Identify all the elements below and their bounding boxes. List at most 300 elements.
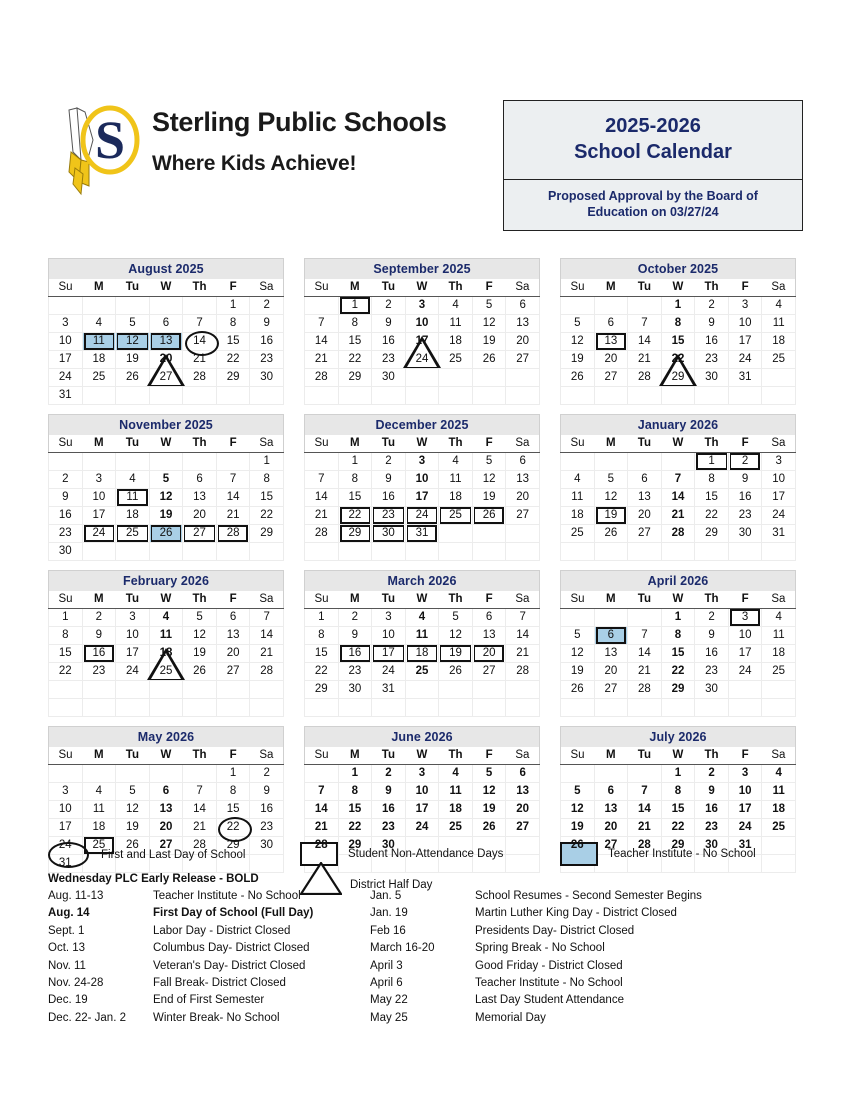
day-cell-10: [82, 489, 116, 507]
event-description: Labor Day - District Closed: [153, 924, 291, 937]
day-cell-25: [439, 819, 473, 837]
weekday-header-m: M: [82, 279, 116, 297]
day-cell-18: [439, 489, 473, 507]
day-number: 12: [604, 491, 618, 503]
week-row: [49, 453, 284, 471]
day-cell-25: [762, 351, 796, 369]
day-number: 22: [314, 665, 328, 677]
day-number: 5: [574, 317, 581, 329]
day-cell-empty: [305, 765, 339, 783]
day-number: 9: [263, 785, 270, 797]
day-number: 23: [260, 353, 274, 365]
week-row: [561, 627, 796, 645]
day-cell-3: [728, 297, 762, 315]
day-number: 30: [705, 839, 718, 851]
day-number: 30: [260, 371, 274, 383]
day-cell-12: [561, 801, 595, 819]
weekday-header-tu: Tu: [628, 747, 662, 765]
weekday-header-tu: Tu: [116, 435, 150, 453]
day-number: 19: [570, 821, 584, 833]
day-cell-5: [116, 315, 150, 333]
day-number: 16: [382, 803, 395, 815]
day-number: 2: [95, 611, 103, 623]
day-cell-25: [405, 663, 439, 681]
event-description: Veteran's Day- District Closed: [153, 959, 306, 972]
day-cell-30: [338, 681, 372, 699]
week-row: [49, 609, 284, 627]
day-cell-11: [405, 627, 439, 645]
day-cell-13: [594, 333, 628, 351]
event-description: Teacher Institute - No School: [153, 890, 301, 902]
day-cell-empty: [762, 681, 796, 699]
day-cell-31: [405, 525, 439, 543]
day-number: 18: [570, 509, 584, 521]
day-cell-9: [49, 489, 83, 507]
day-number: 5: [485, 767, 493, 779]
day-cell-1: [338, 297, 372, 315]
weekday-header-m: M: [594, 591, 628, 609]
day-number: 25: [126, 527, 139, 539]
event-date: Dec. 19: [48, 994, 88, 1007]
day-cell-29: [250, 525, 284, 543]
day-number: 4: [775, 611, 782, 623]
day-cell-empty: [695, 543, 729, 561]
day-cell-empty: [49, 699, 83, 717]
day-cell-11: [82, 801, 116, 819]
weekday-header-sa: Sa: [762, 279, 796, 297]
day-number: 16: [348, 647, 362, 659]
day-cell-empty: [116, 453, 150, 471]
day-cell-9: [338, 627, 372, 645]
weekday-header-sa: Sa: [250, 747, 284, 765]
day-cell-16: [372, 801, 406, 819]
day-cell-empty: [472, 387, 506, 405]
day-cell-18: [762, 645, 796, 663]
day-number: 21: [260, 647, 274, 659]
day-number: 3: [418, 767, 426, 779]
weekday-header-m: M: [82, 591, 116, 609]
day-cell-18: [149, 645, 183, 663]
day-cell-16: [372, 333, 406, 351]
day-number: 20: [516, 335, 530, 347]
day-number: 2: [708, 299, 715, 311]
day-cell-27: [506, 507, 540, 525]
day-number: 17: [738, 803, 752, 815]
week-row: [305, 507, 540, 525]
day-cell-5: [472, 453, 506, 471]
day-number: 12: [126, 335, 139, 347]
day-number: 12: [449, 629, 462, 641]
weekday-header-m: M: [594, 747, 628, 765]
day-cell-29: [338, 837, 372, 855]
day-cell-24: [49, 369, 83, 387]
event-row: [370, 907, 790, 924]
month-grid: [560, 591, 796, 717]
day-cell-empty: [728, 699, 762, 717]
day-number: 10: [772, 473, 786, 485]
day-number: 15: [671, 335, 685, 347]
weekday-header-w: W: [149, 591, 183, 609]
day-cell-8: [338, 783, 372, 801]
weekday-header-th: Th: [695, 591, 729, 609]
day-number: 18: [449, 803, 462, 815]
day-cell-17: [49, 819, 83, 837]
day-cell-31: [49, 387, 83, 405]
day-cell-2: [82, 609, 116, 627]
day-number: 21: [193, 353, 206, 365]
weekday-header-tu: Tu: [628, 435, 662, 453]
day-number: 22: [348, 821, 362, 833]
day-cell-empty: [762, 369, 796, 387]
day-cell-22: [216, 351, 250, 369]
day-cell-7: [305, 315, 339, 333]
week-row: [305, 297, 540, 315]
day-cell-21: [183, 819, 217, 837]
day-cell-14: [305, 801, 339, 819]
day-cell-29: [338, 369, 372, 387]
day-cell-2: [338, 609, 372, 627]
day-cell-28: [183, 369, 217, 387]
day-cell-10: [49, 801, 83, 819]
day-number: 28: [193, 371, 206, 383]
day-number: 8: [318, 629, 325, 641]
day-cell-empty: [405, 699, 439, 717]
weekday-header-tu: Tu: [116, 591, 150, 609]
day-number: 21: [226, 509, 240, 521]
day-cell-28: [506, 663, 540, 681]
day-number: 15: [226, 335, 240, 347]
day-cell-27: [183, 525, 217, 543]
week-row: [561, 609, 796, 627]
day-cell-empty: [49, 765, 83, 783]
day-cell-empty: [216, 453, 250, 471]
day-cell-15: [695, 489, 729, 507]
day-cell-23: [338, 663, 372, 681]
day-cell-10: [728, 783, 762, 801]
weekday-header-sa: Sa: [250, 279, 284, 297]
day-cell-empty: [82, 387, 116, 405]
day-number: 10: [382, 629, 395, 641]
day-cell-empty: [305, 699, 339, 717]
calendar-months-area: [0, 258, 842, 882]
day-cell-16: [695, 333, 729, 351]
day-number: 6: [162, 785, 170, 797]
day-cell-19: [472, 801, 506, 819]
day-cell-22: [661, 351, 695, 369]
day-cell-empty: [594, 765, 628, 783]
day-cell-9: [82, 627, 116, 645]
legend-box-label: Student Non-Attendance Days: [348, 848, 504, 860]
event-date: Aug. 11-13: [48, 890, 104, 902]
month-april-2026: [560, 570, 796, 717]
day-cell-empty: [183, 453, 217, 471]
day-cell-19: [116, 351, 150, 369]
day-cell-empty: [82, 543, 116, 561]
day-cell-25: [439, 507, 473, 525]
day-cell-empty: [661, 387, 695, 405]
weekday-header-f: F: [216, 279, 250, 297]
day-cell-15: [661, 801, 695, 819]
day-cell-21: [628, 351, 662, 369]
weekday-header-w: W: [661, 747, 695, 765]
day-cell-20: [472, 645, 506, 663]
day-cell-13: [594, 801, 628, 819]
day-cell-29: [338, 525, 372, 543]
event-date: Jan. 5: [370, 890, 402, 902]
month-february-2026: [48, 570, 284, 717]
day-cell-empty: [405, 681, 439, 699]
day-cell-empty: [561, 699, 595, 717]
day-cell-22: [661, 663, 695, 681]
day-number: 27: [193, 527, 206, 539]
day-number: 1: [674, 299, 682, 311]
day-number: 10: [738, 629, 752, 641]
day-number: 6: [196, 473, 203, 485]
day-cell-1: [216, 297, 250, 315]
event-date: Nov. 24-28: [48, 976, 104, 989]
day-number: 26: [570, 371, 584, 383]
day-cell-7: [628, 627, 662, 645]
day-number: 7: [318, 473, 325, 485]
day-cell-empty: [439, 525, 473, 543]
day-cell-10: [49, 333, 83, 351]
day-number: 20: [604, 665, 618, 677]
week-row: [49, 369, 284, 387]
day-cell-3: [405, 453, 439, 471]
day-cell-empty: [372, 387, 406, 405]
day-number: 7: [196, 785, 203, 797]
weekday-header-f: F: [216, 591, 250, 609]
week-row: [561, 819, 796, 837]
day-cell-26: [472, 819, 506, 837]
week-row: [49, 471, 284, 489]
day-number: 22: [671, 353, 685, 365]
day-number: 17: [415, 803, 429, 815]
day-number: 20: [638, 509, 651, 521]
day-cell-8: [49, 627, 83, 645]
day-number: 17: [58, 353, 72, 365]
day-cell-1: [338, 765, 372, 783]
day-cell-23: [250, 819, 284, 837]
day-cell-24: [82, 525, 116, 543]
school-logo: [55, 102, 150, 202]
day-cell-18: [405, 645, 439, 663]
day-cell-empty: [472, 369, 506, 387]
month-july-2026: [560, 726, 796, 873]
day-cell-11: [439, 315, 473, 333]
day-cell-2: [372, 765, 406, 783]
day-cell-27: [216, 663, 250, 681]
day-cell-21: [628, 663, 662, 681]
day-cell-18: [82, 351, 116, 369]
day-number: 22: [348, 353, 362, 365]
month-title: December 2025: [304, 414, 540, 435]
day-number: 20: [193, 509, 206, 521]
week-row: [561, 645, 796, 663]
day-number: 20: [516, 803, 530, 815]
day-cell-12: [561, 645, 595, 663]
day-cell-23: [82, 663, 116, 681]
day-cell-empty: [439, 681, 473, 699]
day-number: 14: [516, 629, 530, 641]
day-number: 7: [263, 611, 270, 623]
day-number: 19: [482, 335, 496, 347]
day-cell-empty: [183, 699, 217, 717]
day-cell-14: [305, 333, 339, 351]
day-number: 16: [705, 803, 718, 815]
day-number: 1: [674, 611, 682, 623]
day-cell-6: [216, 609, 250, 627]
day-number: 26: [570, 683, 584, 695]
event-description: End of First Semester: [153, 994, 265, 1007]
month-title: February 2026: [48, 570, 284, 591]
day-number: 31: [772, 527, 786, 539]
day-cell-empty: [628, 609, 662, 627]
day-number: 12: [193, 629, 206, 641]
day-cell-empty: [116, 699, 150, 717]
day-cell-23: [372, 819, 406, 837]
day-number: 21: [516, 647, 530, 659]
day-cell-empty: [728, 543, 762, 561]
day-number: 25: [159, 665, 173, 677]
day-cell-28: [628, 837, 662, 855]
month-title: April 2026: [560, 570, 796, 591]
day-number: 26: [570, 839, 584, 851]
weekday-header-m: M: [82, 435, 116, 453]
day-number: 3: [418, 299, 426, 311]
day-number: 25: [92, 839, 106, 851]
day-number: 27: [516, 821, 530, 833]
day-cell-2: [250, 297, 284, 315]
day-cell-17: [405, 801, 439, 819]
day-number: 25: [92, 371, 106, 383]
day-cell-14: [183, 801, 217, 819]
weekday-header-th: Th: [439, 435, 473, 453]
event-description: Columbus Day- District Closed: [153, 942, 310, 955]
event-date: Sept. 1: [48, 924, 85, 937]
day-cell-31: [372, 681, 406, 699]
day-number: 7: [641, 785, 648, 797]
day-number: 26: [482, 821, 496, 833]
day-cell-2: [372, 297, 406, 315]
day-number: 7: [674, 473, 682, 485]
day-number: 26: [449, 665, 462, 677]
day-number: 12: [126, 803, 139, 815]
day-cell-23: [695, 663, 729, 681]
event-row: [370, 942, 790, 959]
legend-bold-label: Wednesday PLC Early Release - BOLD: [48, 873, 259, 885]
day-number: 22: [348, 509, 362, 521]
month-grid: [48, 591, 284, 717]
week-row: [561, 351, 796, 369]
weekday-header-m: M: [82, 747, 116, 765]
day-cell-1: [49, 609, 83, 627]
day-cell-19: [561, 663, 595, 681]
day-cell-empty: [695, 699, 729, 717]
day-number: 30: [348, 683, 362, 695]
day-cell-24: [728, 351, 762, 369]
day-number: 30: [738, 527, 752, 539]
day-cell-18: [439, 333, 473, 351]
day-number: 17: [126, 647, 139, 659]
day-number: 8: [351, 473, 359, 485]
day-number: 10: [415, 317, 429, 329]
day-cell-2: [695, 297, 729, 315]
day-number: 19: [449, 647, 462, 659]
day-cell-8: [338, 471, 372, 489]
day-number: 28: [638, 839, 651, 851]
day-cell-13: [506, 315, 540, 333]
day-number: 27: [638, 527, 651, 539]
calendar-title: [504, 101, 802, 180]
day-number: 30: [382, 839, 395, 851]
day-number: 23: [58, 527, 72, 539]
day-cell-28: [305, 837, 339, 855]
day-cell-15: [216, 801, 250, 819]
day-number: 5: [196, 611, 203, 623]
day-number: 15: [348, 335, 362, 347]
day-cell-empty: [183, 681, 217, 699]
day-cell-12: [183, 627, 217, 645]
day-cell-empty: [561, 453, 595, 471]
day-number: 5: [574, 785, 581, 797]
day-number: 19: [159, 509, 173, 521]
day-number: 12: [570, 803, 584, 815]
day-number: 11: [772, 317, 785, 329]
week-row: [49, 507, 284, 525]
day-cell-16: [695, 645, 729, 663]
day-cell-empty: [661, 453, 695, 471]
day-cell-1: [338, 453, 372, 471]
month-title: November 2025: [48, 414, 284, 435]
week-row: [305, 783, 540, 801]
day-number: 29: [705, 527, 718, 539]
day-cell-30: [49, 543, 83, 561]
day-number: 5: [574, 629, 581, 641]
day-number: 3: [741, 767, 749, 779]
day-number: 23: [382, 509, 395, 521]
day-number: 23: [382, 353, 395, 365]
month-november-2025: [48, 414, 284, 561]
day-cell-23: [695, 351, 729, 369]
event-description: Martin Luther King Day - District Closed: [475, 907, 677, 920]
weekday-header-su: Su: [305, 279, 339, 297]
day-number: 1: [263, 455, 270, 467]
day-number: 7: [318, 317, 325, 329]
day-cell-25: [762, 819, 796, 837]
day-number: 4: [775, 767, 782, 779]
weekday-header-w: W: [149, 747, 183, 765]
day-cell-28: [250, 663, 284, 681]
day-number: 12: [482, 785, 496, 797]
day-number: 15: [260, 491, 274, 503]
day-cell-empty: [338, 699, 372, 717]
day-number: 25: [772, 665, 786, 677]
day-cell-18: [116, 507, 150, 525]
day-cell-31: [728, 837, 762, 855]
day-number: 28: [516, 665, 530, 677]
day-number: 24: [415, 509, 429, 521]
day-number: 4: [418, 611, 426, 623]
day-cell-empty: [338, 387, 372, 405]
day-number: 26: [604, 527, 618, 539]
day-number: 19: [193, 647, 206, 659]
day-cell-22: [250, 507, 284, 525]
day-cell-30: [695, 837, 729, 855]
day-number: 27: [516, 509, 530, 521]
day-cell-empty: [305, 543, 339, 561]
day-cell-20: [149, 351, 183, 369]
